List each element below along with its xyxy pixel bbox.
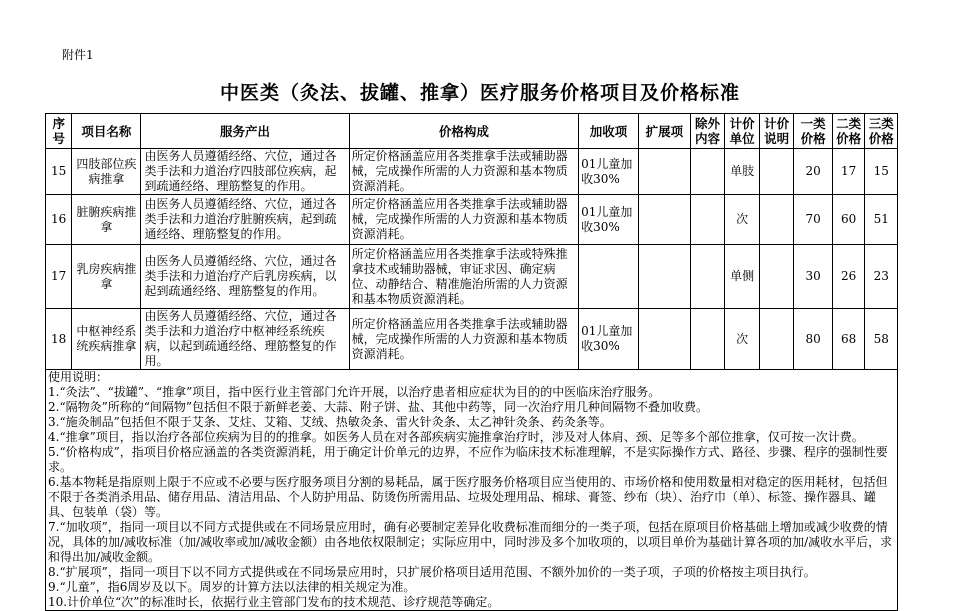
col-header-price1: 一类价格 (794, 114, 833, 149)
attachment-label: 附件1 (62, 48, 94, 62)
cell-cost: 所定价格涵盖应用各类推拿手法或特殊推拿技术或辅助器械，审证求因、确定病位、动静结合、精准施治所需的人力资源和基本物质资源消耗。 (349, 245, 579, 309)
cell-name: 乳房疾病推拿 (72, 245, 141, 309)
cell-output: 由医务人员遵循经络、穴位，通过各类手法和力道治疗四肢部位疾病，起到疏通经络、理筋整复的作用。 (141, 149, 349, 195)
cell-unit-note (759, 245, 794, 309)
cell-cost: 所定价格涵盖应用各类推拿手法或辅助器械，完成操作所需的人力资源和基本物质资源消耗。 (349, 309, 579, 370)
cell-surcharge: 01儿童加收30% (579, 149, 639, 195)
cell-price1: 20 (794, 149, 833, 195)
cell-extension (639, 309, 691, 370)
cell-unit: 单侧 (725, 245, 760, 309)
table-row (46, 245, 898, 309)
table-row (46, 309, 898, 370)
cell-extension (639, 149, 691, 195)
cell-price1: 70 (794, 195, 833, 245)
cell-name: 四肢部位疾病推拿 (72, 149, 141, 195)
col-header-price2: 二类价格 (832, 114, 864, 149)
cell-surcharge (579, 245, 639, 309)
cell-cost: 所定价格涵盖应用各类推拿手法或辅助器械，完成操作所需的人力资源和基本物质资源消耗。 (349, 149, 579, 195)
cell-unit-note (759, 309, 794, 370)
cell-unit: 次 (725, 309, 760, 370)
notes-heading: 使用说明： (48, 370, 109, 384)
note-item: 3.“施灸制品”包括但不限于艾条、艾炷、艾箱、艾绒、热敏灸条、雷火针灸条、太乙神针灸条、药灸条等。 (48, 415, 612, 429)
cell-price2: 68 (832, 309, 864, 370)
cell-no: 18 (46, 309, 72, 370)
cell-extension (639, 195, 691, 245)
col-header-no: 序号 (46, 114, 72, 149)
price-table (45, 113, 898, 611)
note-item: 7.“加收项”，指同一项目以不同方式提供或在不同场景应用时，确有必要制定差异化收费标准而细分的一类子项，包括在原项目价格基础上增加或减少收费的情况，具体的加/减收标准（加/减收率或加/减收金额）由各地依权限制定；实际应用中，同时涉及多个加收项的，以项目单价为基础计算各项的加/减收水平后，求和得出加/减收金额。 (48, 520, 893, 564)
cell-exclusion (690, 245, 725, 309)
cell-output: 由医务人员遵循经络、穴位，通过各类手法和力道治疗产后乳房疾病，以起到疏通经络、理筋整复的作用。 (141, 245, 349, 309)
table-row (46, 149, 898, 195)
cell-price2: 60 (832, 195, 864, 245)
col-header-extension: 扩展项 (639, 114, 691, 149)
col-header-surcharge: 加收项 (579, 114, 639, 149)
cell-name: 中枢神经系统疾病推拿 (72, 309, 141, 370)
col-header-exclusion: 除外内容 (690, 114, 725, 149)
note-item: 6.基本物耗是指原则上限于不应或不必要与医疗服务项目分割的易耗品，属于医疗服务价格项目应当使用的、市场价格和使用数量相对稳定的医用耗材，包括但不限于各类消杀用品、储存用品、清洁用品、个人防护用品、防烫伤所需用品、垃圾处理用品、棉球、膏签、纱布（块）、治疗巾（单）、标签、操作器具、罐具、包装单（袋）等。 (48, 475, 888, 519)
cell-surcharge: 01儿童加收30% (579, 195, 639, 245)
cell-output: 由医务人员遵循经络、穴位，通过各类手法和力道治疗中枢神经系统疾病，以起到疏通经络、理筋整复的作用。 (141, 309, 349, 370)
cell-unit-note (759, 195, 794, 245)
cell-price1: 30 (794, 245, 833, 309)
cell-no: 16 (46, 195, 72, 245)
note-item: 5.“价格构成”，指项目价格应涵盖的各类资源消耗，用于确定计价单元的边界，不应作为临床技术标准理解，不是实际操作方式、路径、步骤、程序的强制性要求。 (48, 445, 888, 474)
cell-output: 由医务人员遵循经络、穴位，通过各类手法和力道治疗脏腑疾病，起到疏通经络、理筋整复的作用。 (141, 195, 349, 245)
note-item: 1.“灸法”、“拔罐”、“推拿”项目，指中医行业主管部门允许开展，以治疗患者相应症状为目的的中医临床治疗服务。 (48, 385, 661, 399)
table-header-row (46, 114, 898, 149)
cell-name: 脏腑疾病推拿 (72, 195, 141, 245)
cell-no: 17 (46, 245, 72, 309)
cell-price2: 17 (832, 149, 864, 195)
note-item: 2.“隔物灸”所称的“间隔物”包括但不限于新鲜老姜、大蒜、附子饼、盐、其他中药等，同一次治疗用几种间隔物不叠加收费。 (48, 400, 708, 414)
cell-price1: 80 (794, 309, 833, 370)
cell-unit-note (759, 149, 794, 195)
usage-notes (46, 370, 898, 611)
cell-exclusion (690, 195, 725, 245)
cell-no: 15 (46, 149, 72, 195)
cell-exclusion (690, 309, 725, 370)
cell-surcharge: 01儿童加收30% (579, 309, 639, 370)
note-item: 4.“推拿”项目，指以治疗各部位疾病为目的的推拿。如医务人员在对各部疾病实施推拿治疗时，涉及对人体肩、颈、足等多个部位推拿，仅可按一次计费。 (48, 430, 864, 444)
notes-row (46, 370, 898, 611)
col-header-unit-note: 计价说明 (759, 114, 794, 149)
cell-price2: 26 (832, 245, 864, 309)
col-header-cost: 价格构成 (349, 114, 579, 149)
cell-price3: 23 (865, 245, 898, 309)
col-header-unit: 计价单位 (725, 114, 760, 149)
cell-extension (639, 245, 691, 309)
col-header-name: 项目名称 (72, 114, 141, 149)
cell-unit: 单肢 (725, 149, 760, 195)
cell-price3: 15 (865, 149, 898, 195)
note-item: 9.“儿童”，指6周岁及以下。周岁的计算方法以法律的相关规定为准。 (48, 580, 416, 594)
table-row (46, 195, 898, 245)
cell-price3: 51 (865, 195, 898, 245)
note-item: 10.计价单位“次”的标准时长，依据行业主管部门发布的技术规范、诊疗规范等确定。 (48, 595, 500, 609)
note-item: 8.“扩展项”，指同一项目下以不同方式提供或在不同场景应用时，只扩展价格项目适用范围、不额外加价的一类子项，子项的价格按主项目执行。 (48, 565, 816, 579)
cell-price3: 58 (865, 309, 898, 370)
cell-unit: 次 (725, 195, 760, 245)
page-title: 中医类（灸法、拔罐、推拿）医疗服务价格项目及价格标准 (219, 82, 740, 104)
cell-exclusion (690, 149, 725, 195)
cell-cost: 所定价格涵盖应用各类推拿手法或辅助器械，完成操作所需的人力资源和基本物质资源消耗。 (349, 195, 579, 245)
col-header-output: 服务产出 (141, 114, 349, 149)
col-header-price3: 三类价格 (865, 114, 898, 149)
